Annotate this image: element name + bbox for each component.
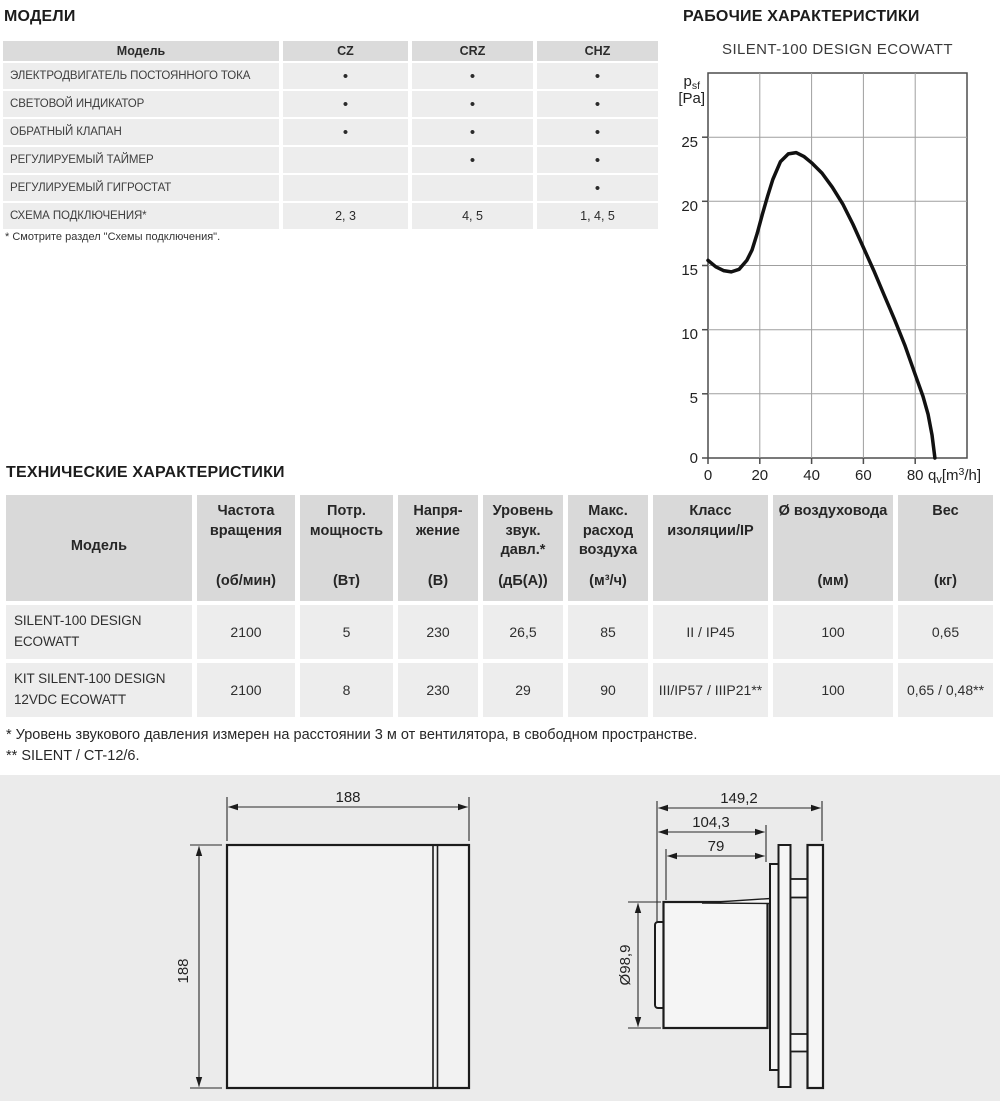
models-table [3, 41, 658, 229]
side-depth-label: 149,2 [720, 790, 758, 807]
tech-section-title: ТЕХНИЧЕСКИЕ ХАРАКТЕРИСТИКИ [6, 464, 285, 481]
tech-cell: 100 [773, 663, 893, 717]
svg-text:5: 5 [689, 390, 698, 407]
tech-cell: II / IP45 [653, 605, 768, 659]
models-col-header: CRZ [412, 41, 533, 61]
feature-cell: 2, 3 [283, 203, 408, 229]
tech-cell: 8 [300, 663, 393, 717]
tech-cell: 2100 [197, 605, 295, 659]
feature-cell: • [412, 119, 533, 145]
svg-text:40: 40 [803, 467, 820, 484]
side-duct-length-label: 79 [707, 838, 725, 855]
tech-cell: 29 [483, 663, 563, 717]
fan-body [779, 845, 791, 1087]
tech-cell: 100 [773, 605, 893, 659]
duct-tube [664, 902, 768, 1028]
performance-section-title: РАБОЧИЕ ХАРАКТЕРИСТИКИ [683, 8, 920, 25]
x-tick-labels [704, 467, 924, 484]
tech-col-header: Вес (кг) [898, 495, 993, 601]
tech-cell: 5 [300, 605, 393, 659]
feature-cell: • [283, 63, 408, 89]
tech-cell: 90 [568, 663, 648, 717]
tech-footnotes [6, 725, 697, 767]
chart-title: SILENT-100 DESIGN ECOWATT [722, 41, 953, 58]
feature-cell: • [283, 91, 408, 117]
tech-cell: 2100 [197, 663, 295, 717]
feature-label: ОБРАТНЫЙ КЛАПАН [3, 119, 279, 145]
svg-text:0: 0 [703, 467, 713, 484]
cover-clip-top [791, 879, 808, 898]
front-height-label: 188 [175, 958, 192, 984]
svg-text:25: 25 [681, 134, 698, 151]
svg-text:80: 80 [906, 467, 924, 484]
side-view-drawing [617, 790, 823, 1088]
svg-text:20: 20 [681, 198, 698, 215]
y-axis-label [678, 73, 705, 107]
feature-cell [283, 175, 408, 201]
front-height-dimension [190, 845, 222, 1088]
feature-label: ЭЛЕКТРОДВИГАТЕЛЬ ПОСТОЯННОГО ТОКА [3, 63, 279, 89]
feature-cell [412, 175, 533, 201]
tech-col-header: Класс изоляции/IP [653, 495, 768, 601]
tech-cell: 85 [568, 605, 648, 659]
tech-cell: 26,5 [483, 605, 563, 659]
feature-cell: • [412, 147, 533, 173]
feature-cell [283, 147, 408, 173]
models-col-header: Модель [3, 41, 279, 61]
svg-text:60: 60 [855, 467, 872, 484]
feature-label: СВЕТОВОЙ ИНДИКАТОР [3, 91, 279, 117]
svg-text:20: 20 [751, 467, 769, 484]
x-axis-label: $q_v[m^3/h]$ [928, 466, 982, 485]
models-col-header: CZ [283, 41, 408, 61]
tech-cell: 0,65 [898, 605, 993, 659]
footnote-sound-level: * Уровень звукового давления измерен на расстоянии 3 м от вентилятора, в свободном пространстве. [6, 727, 698, 743]
feature-cell: • [537, 91, 658, 117]
feature-label: РЕГУЛИРУЕМЫЙ ГИГРОСТАТ [3, 175, 279, 201]
side-body-depth-label: 104,3 [692, 814, 730, 831]
tech-col-header: Частота вращения (об/мин) [197, 495, 295, 601]
tech-cell: III/IP57 / IIIP21** [653, 663, 768, 717]
footnote-silent-ct: ** SILENT / CT-12/6. [6, 748, 140, 765]
tech-model-name: SILENT-100 DESIGN ECOWATT [6, 605, 192, 659]
performance-chart [660, 60, 1000, 485]
models-section-title: МОДЕЛИ [4, 8, 76, 25]
tech-col-header: Модель [6, 495, 192, 601]
front-cover [808, 845, 824, 1088]
y-tick-labels [681, 134, 698, 467]
feature-cell: 4, 5 [412, 203, 533, 229]
tech-col-header: Напря-жение (В) [398, 495, 478, 601]
feature-label: СХЕМА ПОДКЛЮЧЕНИЯ* [3, 203, 279, 229]
mounting-plate [770, 864, 779, 1070]
feature-label: РЕГУЛИРУЕМЫЙ ТАЙМЕР [3, 147, 279, 173]
duct-diameter-label: Ø98,9 [617, 944, 634, 986]
feature-cell: • [537, 147, 658, 173]
tech-cell: 230 [398, 605, 478, 659]
front-width-label: 188 [335, 789, 361, 806]
dimension-drawings-panel [0, 775, 1000, 1101]
models-footnote: * Смотрите раздел "Схемы подключения". [5, 231, 221, 243]
svg-text:0: 0 [689, 450, 698, 467]
feature-cell: • [412, 91, 533, 117]
dimension-drawings [0, 775, 1000, 1101]
tech-col-header: Макс. расход воздуха (м³/ч) [568, 495, 648, 601]
models-col-header: CHZ [537, 41, 658, 61]
tech-cell: 0,65 / 0,48** [898, 663, 993, 717]
feature-cell: • [412, 63, 533, 89]
feature-cell: • [537, 119, 658, 145]
svg-text:10: 10 [681, 326, 698, 343]
feature-cell: • [537, 63, 658, 89]
svg-text:15: 15 [681, 262, 698, 279]
feature-cell: • [283, 119, 408, 145]
tech-table [6, 495, 993, 717]
front-view-drawing [175, 789, 469, 1088]
tech-col-header: Потр. мощность (Вт) [300, 495, 393, 601]
feature-cell: • [537, 175, 658, 201]
svg-text:[Pa]: [Pa] [678, 90, 705, 107]
tech-col-header: Ø воздуховода (мм) [773, 495, 893, 601]
tech-col-header: Уровень звук. давл.* (дБ(А)) [483, 495, 563, 601]
side-duct-length-dimension [666, 849, 765, 900]
svg-text:psf: $p_{sf}$ [683, 73, 700, 92]
tech-model-name: KIT SILENT-100 DESIGN 12VDC ECOWATT [6, 663, 192, 717]
tech-cell: 230 [398, 663, 478, 717]
feature-cell: 1, 4, 5 [537, 203, 658, 229]
cover-clip-bottom [791, 1034, 808, 1052]
